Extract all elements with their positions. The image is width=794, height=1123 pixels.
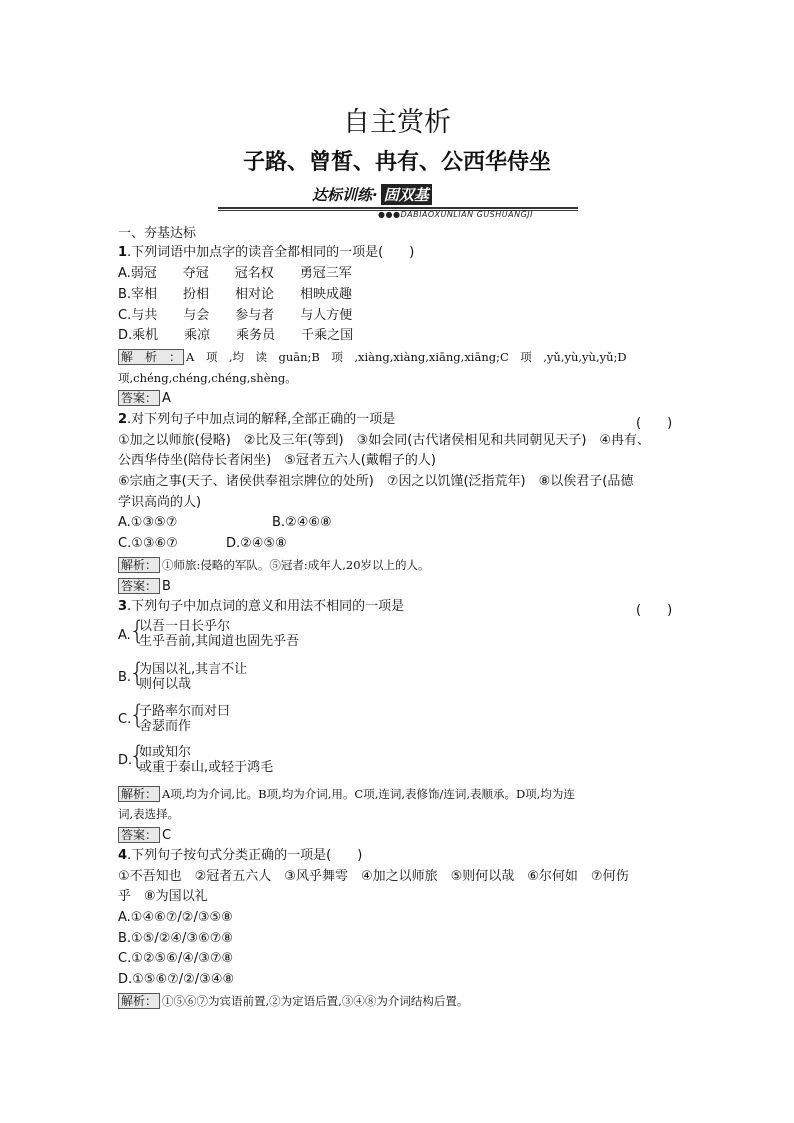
q1-option-c: C.与共 与会 参与者 与人方便	[118, 308, 353, 323]
brace-icon: {	[129, 700, 146, 730]
banner-pinyin: ●●●DABIAOXUNLIAN GUSHUANGJI	[378, 210, 534, 219]
banner-label: 达标训练· 固双基	[308, 184, 436, 205]
q1-option-a: A.弱冠 夺冠 冠名权 勇冠三军	[118, 266, 352, 281]
analysis-label: 解 析 ：	[118, 349, 184, 365]
q4-analysis: 解析： ①⑤⑥⑦为宾语前置,②为定语后置,③④⑧为介词结构后置。	[118, 993, 468, 1010]
q3-option-a-2: 生乎吾前,其闻道也固先乎吾	[139, 634, 300, 649]
question-4-stem: 4.下列句子按句式分类正确的一项是( )	[118, 848, 363, 863]
q3-option-b-2: 则何以哉	[139, 677, 192, 692]
q1-answer: 答案： A	[118, 390, 171, 407]
page-title: 自主赏析	[343, 107, 451, 138]
q4-option-b: B.①⑤/②④/③⑥⑦⑧	[118, 931, 234, 946]
question-2-stem: 2.对下列句子中加点词的解释,全部正确的一项是	[118, 412, 396, 427]
q2-answer: 答案： B	[118, 578, 171, 595]
q3-option-d-1: 如或知尔	[139, 745, 192, 760]
q3-option-d-2: 或重于泰山,或轻于鸿毛	[139, 760, 274, 775]
analysis-label: 解析：	[118, 993, 160, 1009]
q4-option-a: A.①④⑥⑦/②/③⑤⑧	[118, 910, 233, 925]
q3-option-a-label: A.	[118, 628, 131, 643]
q1-analysis-cont: 项,chéng,chéng,chéng,shèng。	[118, 371, 297, 385]
q4-line-1: ①不吾知也 ②冠者五六人 ③风乎舞雩 ④加之以师旅 ⑤则何以哉 ⑥尔何如 ⑦何伤	[118, 869, 629, 884]
banner-box-text: 固双基	[381, 184, 432, 205]
section-heading: 一、夯基达标	[118, 226, 197, 241]
q2-line-3: ⑥宗庙之事(天子、诸侯供奉祖宗牌位的处所) ⑦因之以饥馑(泛指荒年) ⑧以俟君子(品德	[118, 474, 634, 489]
q3-answer-blank: ( )	[636, 603, 673, 618]
brace-icon: {	[129, 658, 146, 688]
brace-icon: {	[129, 616, 146, 646]
q3-option-b-1: 为国以礼,其言不让	[139, 662, 248, 677]
lesson-title: 子路、曾皙、冉有、公西华侍坐	[242, 149, 551, 175]
q3-option-c-2: 舍瑟而作	[139, 719, 192, 734]
q2-option-a: A.①③⑤⑦	[118, 515, 178, 530]
q2-line-1: ①加之以师旅(侵略) ②比及三年(等到) ③如会同(古代诸侯相见和共同朝见天子) ④冉有、	[118, 433, 651, 448]
q4-option-d: D.①⑤⑥⑦/②/③④⑧	[118, 972, 235, 987]
q2-option-b: B.②④⑥⑧	[272, 515, 332, 530]
answer-label: 答案：	[118, 578, 160, 594]
q1-option-d: D.乘机 乘凉 乘务员 千乘之国	[118, 328, 354, 343]
question-1-stem: 1.下列词语中加点字的读音全都相同的一项是( )	[118, 245, 415, 260]
q2-line-2: 公西华侍坐(陪侍长者闲坐) ⑤冠者五六人(戴帽子的人)	[118, 453, 436, 468]
question-3-stem: 3.下列句子中加点词的意义和用法不相同的一项是	[118, 599, 405, 614]
q4-line-2: 乎 ⑧为国以礼	[118, 889, 208, 904]
answer-label: 答案：	[118, 390, 160, 406]
q2-answer-blank: ( )	[636, 416, 673, 431]
q3-option-c-1: 子路率尔而对曰	[139, 704, 231, 719]
analysis-label: 解析：	[118, 786, 160, 802]
q2-option-c: C.①③⑥⑦	[118, 536, 178, 551]
q3-option-d-label: D.	[118, 753, 133, 768]
q3-option-b-label: B.	[118, 670, 132, 685]
q3-option-c-label: C.	[118, 712, 132, 727]
analysis-label: 解析：	[118, 557, 160, 573]
q3-answer: 答案： C	[118, 827, 171, 844]
q2-line-4: 学识高尚的人)	[118, 495, 202, 510]
q3-analysis-cont: 词,表选择。	[118, 807, 180, 821]
section-banner	[218, 183, 578, 223]
answer-label: 答案：	[118, 827, 160, 843]
q1-option-b: B.宰相 扮相 相对论 相映成趣	[118, 287, 353, 302]
q4-option-c: C.①②⑤⑥/④/③⑦⑧	[118, 951, 234, 966]
q3-analysis: 解析： A项,均为介词,比。B项,均为介词,用。C项,连词,表修饰/连词,表顺承。D项,均为连	[118, 786, 575, 803]
q1-analysis: 解 析 ： A 项 ,均 读 guān;B 项 ,xiàng,xiàng,xiāng,xiāng;C 项 ,yǔ,yù,yù,yǔ;D	[118, 349, 627, 366]
q2-option-d: D.②④⑤⑧	[226, 536, 287, 551]
brace-icon: {	[129, 741, 146, 771]
q3-option-a-1: 以吾一日长乎尔	[139, 619, 231, 634]
q2-analysis: 解析： ①师旅:侵略的军队。⑤冠者:成年人,20岁以上的人。	[118, 557, 430, 574]
